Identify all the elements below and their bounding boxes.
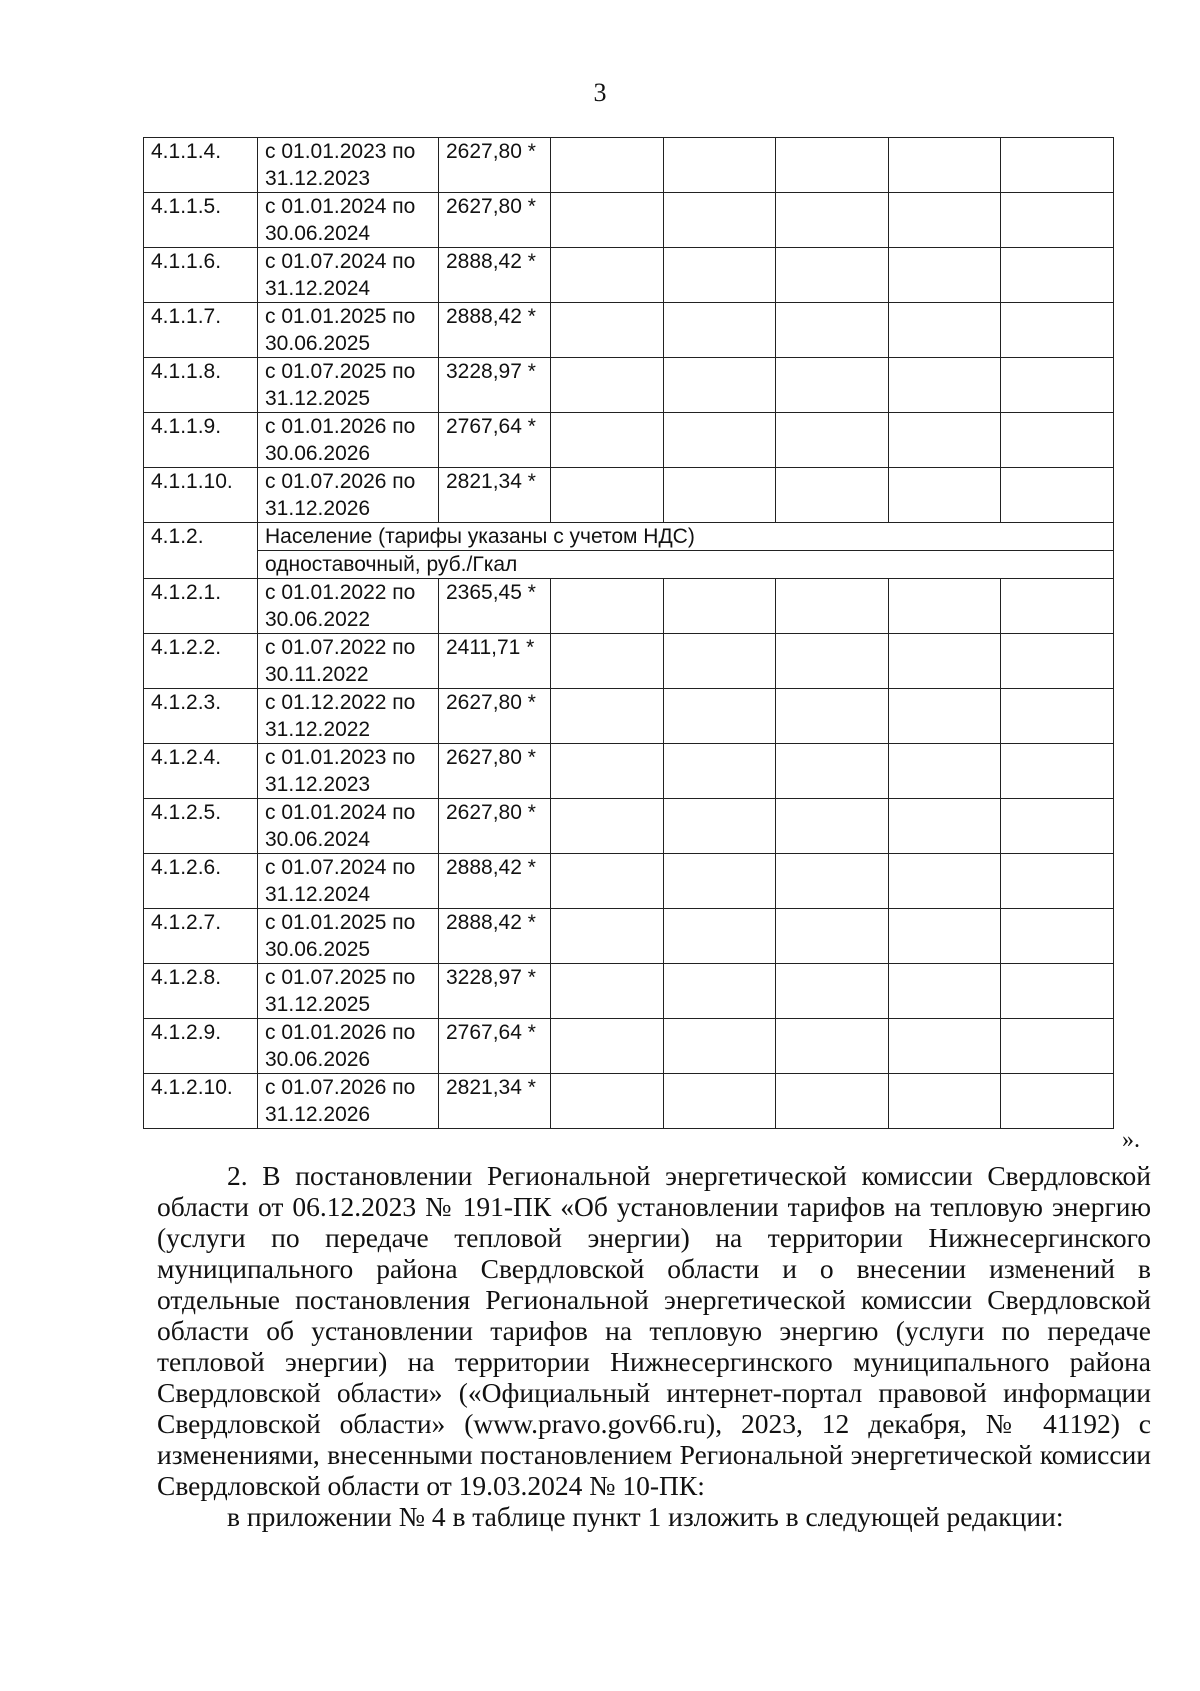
period-start: с 01.07.2024 по xyxy=(265,250,416,273)
row-code: 4.1.2.1. xyxy=(144,579,258,634)
empty-cell xyxy=(888,303,1001,358)
table-row xyxy=(144,358,1114,413)
paragraph-amendment: 2. В постановлении Региональной энергетической комиссии Свердловской области от 06.12.2023 № 191-ПК «Об установлении тарифов на тепловую энергию (услуги по передаче тепловой энергии) на территории Нижнесергинского муниципального района Свердловской области и о внесении изменений в отдельные постановления Региональной энергетической комиссии Свердловской области об установлении тарифов на тепловую энергию (услуги по передаче тепловой энергии) на территории Нижнесергинского муниципального района Свердловской области» («Официальный интернет-портал правовой информации Свердловской области» (www.pravo.gov66.ru), 2023, 12 декабря, № 41192) с изменениями, внесенными постановлением Региональной энергетической комиссии Свердловской области от 19.03.2024 № 10-ПК: xyxy=(157,1160,1151,1501)
empty-cell xyxy=(1001,358,1114,413)
empty-cell xyxy=(776,909,889,964)
empty-cell xyxy=(663,1019,776,1074)
empty-cell xyxy=(776,579,889,634)
row-period xyxy=(258,468,439,523)
row-tariff-value: 2821,34 * xyxy=(439,1074,551,1129)
empty-cell xyxy=(888,689,1001,744)
empty-cell xyxy=(551,744,664,799)
empty-cell xyxy=(888,358,1001,413)
row-code: 4.1.2.4. xyxy=(144,744,258,799)
empty-cell xyxy=(776,358,889,413)
table-row xyxy=(144,689,1114,744)
empty-cell xyxy=(551,413,664,468)
row-tariff-value: 2888,42 * xyxy=(439,303,551,358)
empty-cell xyxy=(888,413,1001,468)
empty-cell xyxy=(663,744,776,799)
period-start: с 01.07.2022 по xyxy=(265,636,416,659)
row-period xyxy=(258,744,439,799)
empty-cell xyxy=(551,909,664,964)
table-row xyxy=(144,1019,1114,1074)
empty-cell xyxy=(776,964,889,1019)
row-code: 4.1.1.6. xyxy=(144,248,258,303)
empty-cell xyxy=(551,358,664,413)
empty-cell xyxy=(1001,193,1114,248)
empty-cell xyxy=(551,1019,664,1074)
row-code: 4.1.1.8. xyxy=(144,358,258,413)
row-period xyxy=(258,799,439,854)
row-tariff-value: 2365,45 * xyxy=(439,579,551,634)
row-code: 4.1.2.10. xyxy=(144,1074,258,1129)
section-header-row xyxy=(144,523,1114,551)
row-period xyxy=(258,689,439,744)
period-end: 30.06.2024 xyxy=(265,222,371,245)
empty-cell xyxy=(551,689,664,744)
empty-cell xyxy=(663,303,776,358)
period-start: с 01.07.2025 по xyxy=(265,360,416,383)
empty-cell xyxy=(663,964,776,1019)
period-start: с 01.01.2022 по xyxy=(265,581,416,604)
empty-cell xyxy=(551,468,664,523)
period-end: 31.12.2024 xyxy=(265,277,371,300)
period-start: с 01.01.2025 по xyxy=(265,305,416,328)
page-number: 3 xyxy=(593,78,607,107)
table-row xyxy=(144,1074,1114,1129)
empty-cell xyxy=(663,138,776,193)
row-period xyxy=(258,1074,439,1129)
row-period xyxy=(258,909,439,964)
empty-cell xyxy=(551,964,664,1019)
empty-cell xyxy=(663,1074,776,1129)
row-code: 4.1.2.9. xyxy=(144,1019,258,1074)
empty-cell xyxy=(551,1074,664,1129)
empty-cell xyxy=(776,413,889,468)
row-tariff-value: 2767,64 * xyxy=(439,413,551,468)
row-period xyxy=(258,193,439,248)
row-code: 4.1.2.6. xyxy=(144,854,258,909)
empty-cell xyxy=(888,909,1001,964)
empty-cell xyxy=(888,634,1001,689)
table-row xyxy=(144,193,1114,248)
row-tariff-value: 2411,71 * xyxy=(439,634,551,689)
empty-cell xyxy=(1001,468,1114,523)
row-code: 4.1.2.2. xyxy=(144,634,258,689)
row-tariff-value: 2627,80 * xyxy=(439,193,551,248)
empty-cell xyxy=(663,909,776,964)
table-row xyxy=(144,854,1114,909)
row-tariff-value: 2627,80 * xyxy=(439,689,551,744)
row-code: 4.1.1.7. xyxy=(144,303,258,358)
period-end: 30.06.2025 xyxy=(265,938,371,961)
row-tariff-value: 2888,42 * xyxy=(439,854,551,909)
empty-cell xyxy=(1001,854,1114,909)
table-row xyxy=(144,468,1114,523)
empty-cell xyxy=(663,413,776,468)
row-code: 4.1.1.9. xyxy=(144,413,258,468)
row-tariff-value: 2767,64 * xyxy=(439,1019,551,1074)
empty-cell xyxy=(776,138,889,193)
tariff-rows-group-b xyxy=(144,579,1114,1129)
section-subtitle-row xyxy=(144,551,1114,579)
row-period xyxy=(258,579,439,634)
empty-cell xyxy=(776,248,889,303)
row-period xyxy=(258,634,439,689)
tariff-rows-group-a xyxy=(144,138,1114,523)
empty-cell xyxy=(551,138,664,193)
closing-quote: ». xyxy=(1122,1127,1140,1153)
empty-cell xyxy=(776,799,889,854)
empty-cell xyxy=(1001,964,1114,1019)
empty-cell xyxy=(663,854,776,909)
row-code: 4.1.1.4. xyxy=(144,138,258,193)
empty-cell xyxy=(888,964,1001,1019)
table-row xyxy=(144,413,1114,468)
period-start: с 01.01.2023 по xyxy=(265,140,416,163)
empty-cell xyxy=(1001,248,1114,303)
empty-cell xyxy=(776,634,889,689)
empty-cell xyxy=(1001,909,1114,964)
table-row xyxy=(144,964,1114,1019)
empty-cell xyxy=(551,579,664,634)
row-period xyxy=(258,248,439,303)
empty-cell xyxy=(888,799,1001,854)
empty-cell xyxy=(663,193,776,248)
empty-cell xyxy=(663,468,776,523)
empty-cell xyxy=(888,138,1001,193)
empty-cell xyxy=(663,358,776,413)
row-period xyxy=(258,964,439,1019)
empty-cell xyxy=(888,193,1001,248)
row-period xyxy=(258,358,439,413)
empty-cell xyxy=(776,1074,889,1129)
empty-cell xyxy=(551,634,664,689)
empty-cell xyxy=(888,579,1001,634)
period-end: 30.06.2026 xyxy=(265,1048,371,1071)
row-tariff-value: 2627,80 * xyxy=(439,138,551,193)
body-text xyxy=(157,1160,1151,1532)
empty-cell xyxy=(663,689,776,744)
period-start: с 01.01.2025 по xyxy=(265,911,416,934)
empty-cell xyxy=(551,799,664,854)
empty-cell xyxy=(663,799,776,854)
period-end: 31.12.2022 xyxy=(265,718,371,741)
empty-cell xyxy=(1001,799,1114,854)
period-end: 31.12.2024 xyxy=(265,883,371,906)
row-tariff-value: 2888,42 * xyxy=(439,248,551,303)
table-row xyxy=(144,634,1114,689)
row-tariff-value: 3228,97 * xyxy=(439,964,551,1019)
empty-cell xyxy=(1001,138,1114,193)
empty-cell xyxy=(1001,303,1114,358)
period-start: с 01.01.2024 по xyxy=(265,195,416,218)
empty-cell xyxy=(1001,689,1114,744)
row-tariff-value: 2888,42 * xyxy=(439,909,551,964)
period-end: 30.06.2026 xyxy=(265,442,371,465)
section-header xyxy=(144,523,1114,579)
empty-cell xyxy=(551,193,664,248)
table-row xyxy=(144,909,1114,964)
empty-cell xyxy=(776,468,889,523)
row-code: 4.1.2.5. xyxy=(144,799,258,854)
empty-cell xyxy=(776,744,889,799)
table-row xyxy=(144,138,1114,193)
empty-cell xyxy=(1001,1019,1114,1074)
empty-cell xyxy=(1001,413,1114,468)
row-period xyxy=(258,413,439,468)
row-period xyxy=(258,854,439,909)
period-start: с 01.07.2024 по xyxy=(265,856,416,879)
empty-cell xyxy=(888,248,1001,303)
tariff-table xyxy=(143,137,1114,1129)
empty-cell xyxy=(663,579,776,634)
empty-cell xyxy=(663,634,776,689)
empty-cell xyxy=(551,854,664,909)
period-end: 30.06.2025 xyxy=(265,332,371,355)
empty-cell xyxy=(888,468,1001,523)
row-period xyxy=(258,1019,439,1074)
row-code: 4.1.2.7. xyxy=(144,909,258,964)
period-end: 30.11.2022 xyxy=(265,663,369,686)
section-subtitle: одноставочный, руб./Гкал xyxy=(258,551,1114,579)
empty-cell xyxy=(888,744,1001,799)
empty-cell xyxy=(1001,634,1114,689)
row-code: 4.1.2.8. xyxy=(144,964,258,1019)
row-tariff-value: 3228,97 * xyxy=(439,358,551,413)
row-period xyxy=(258,138,439,193)
period-end: 31.12.2025 xyxy=(265,387,371,410)
empty-cell xyxy=(1001,1074,1114,1129)
empty-cell xyxy=(888,854,1001,909)
period-end: 30.06.2022 xyxy=(265,608,371,631)
period-end: 31.12.2026 xyxy=(265,1103,371,1126)
period-end: 31.12.2023 xyxy=(265,167,371,190)
empty-cell xyxy=(776,689,889,744)
row-tariff-value: 2821,34 * xyxy=(439,468,551,523)
period-start: с 01.07.2026 по xyxy=(265,1076,416,1099)
period-start: с 01.07.2026 по xyxy=(265,470,416,493)
period-end: 31.12.2023 xyxy=(265,773,371,796)
row-code: 4.1.1.5. xyxy=(144,193,258,248)
row-code: 4.1.2.3. xyxy=(144,689,258,744)
period-start: с 01.01.2026 по xyxy=(265,415,416,438)
row-period xyxy=(258,303,439,358)
period-end: 31.12.2025 xyxy=(265,993,371,1016)
table-row xyxy=(144,744,1114,799)
row-tariff-value: 2627,80 * xyxy=(439,744,551,799)
period-end: 31.12.2026 xyxy=(265,497,371,520)
empty-cell xyxy=(776,1019,889,1074)
table-row xyxy=(144,579,1114,634)
section-code: 4.1.2. xyxy=(144,523,258,579)
period-start: с 01.01.2024 по xyxy=(265,801,416,824)
row-tariff-value: 2627,80 * xyxy=(439,799,551,854)
paragraph-instruction: в приложении № 4 в таблице пункт 1 изложить в следующей редакции: xyxy=(227,1501,1064,1532)
empty-cell xyxy=(551,248,664,303)
empty-cell xyxy=(551,303,664,358)
period-start: с 01.12.2022 по xyxy=(265,691,416,714)
empty-cell xyxy=(776,303,889,358)
empty-cell xyxy=(888,1019,1001,1074)
table-row xyxy=(144,248,1114,303)
period-start: с 01.01.2026 по xyxy=(265,1021,416,1044)
empty-cell xyxy=(663,248,776,303)
empty-cell xyxy=(1001,579,1114,634)
period-start: с 01.07.2025 по xyxy=(265,966,416,989)
table-row xyxy=(144,799,1114,854)
empty-cell xyxy=(888,1074,1001,1129)
row-code: 4.1.1.10. xyxy=(144,468,258,523)
period-end: 30.06.2024 xyxy=(265,828,371,851)
empty-cell xyxy=(1001,744,1114,799)
table-row xyxy=(144,303,1114,358)
period-start: с 01.01.2023 по xyxy=(265,746,416,769)
empty-cell xyxy=(776,854,889,909)
section-title: Население (тарифы указаны с учетом НДС) xyxy=(258,523,1114,551)
empty-cell xyxy=(776,193,889,248)
